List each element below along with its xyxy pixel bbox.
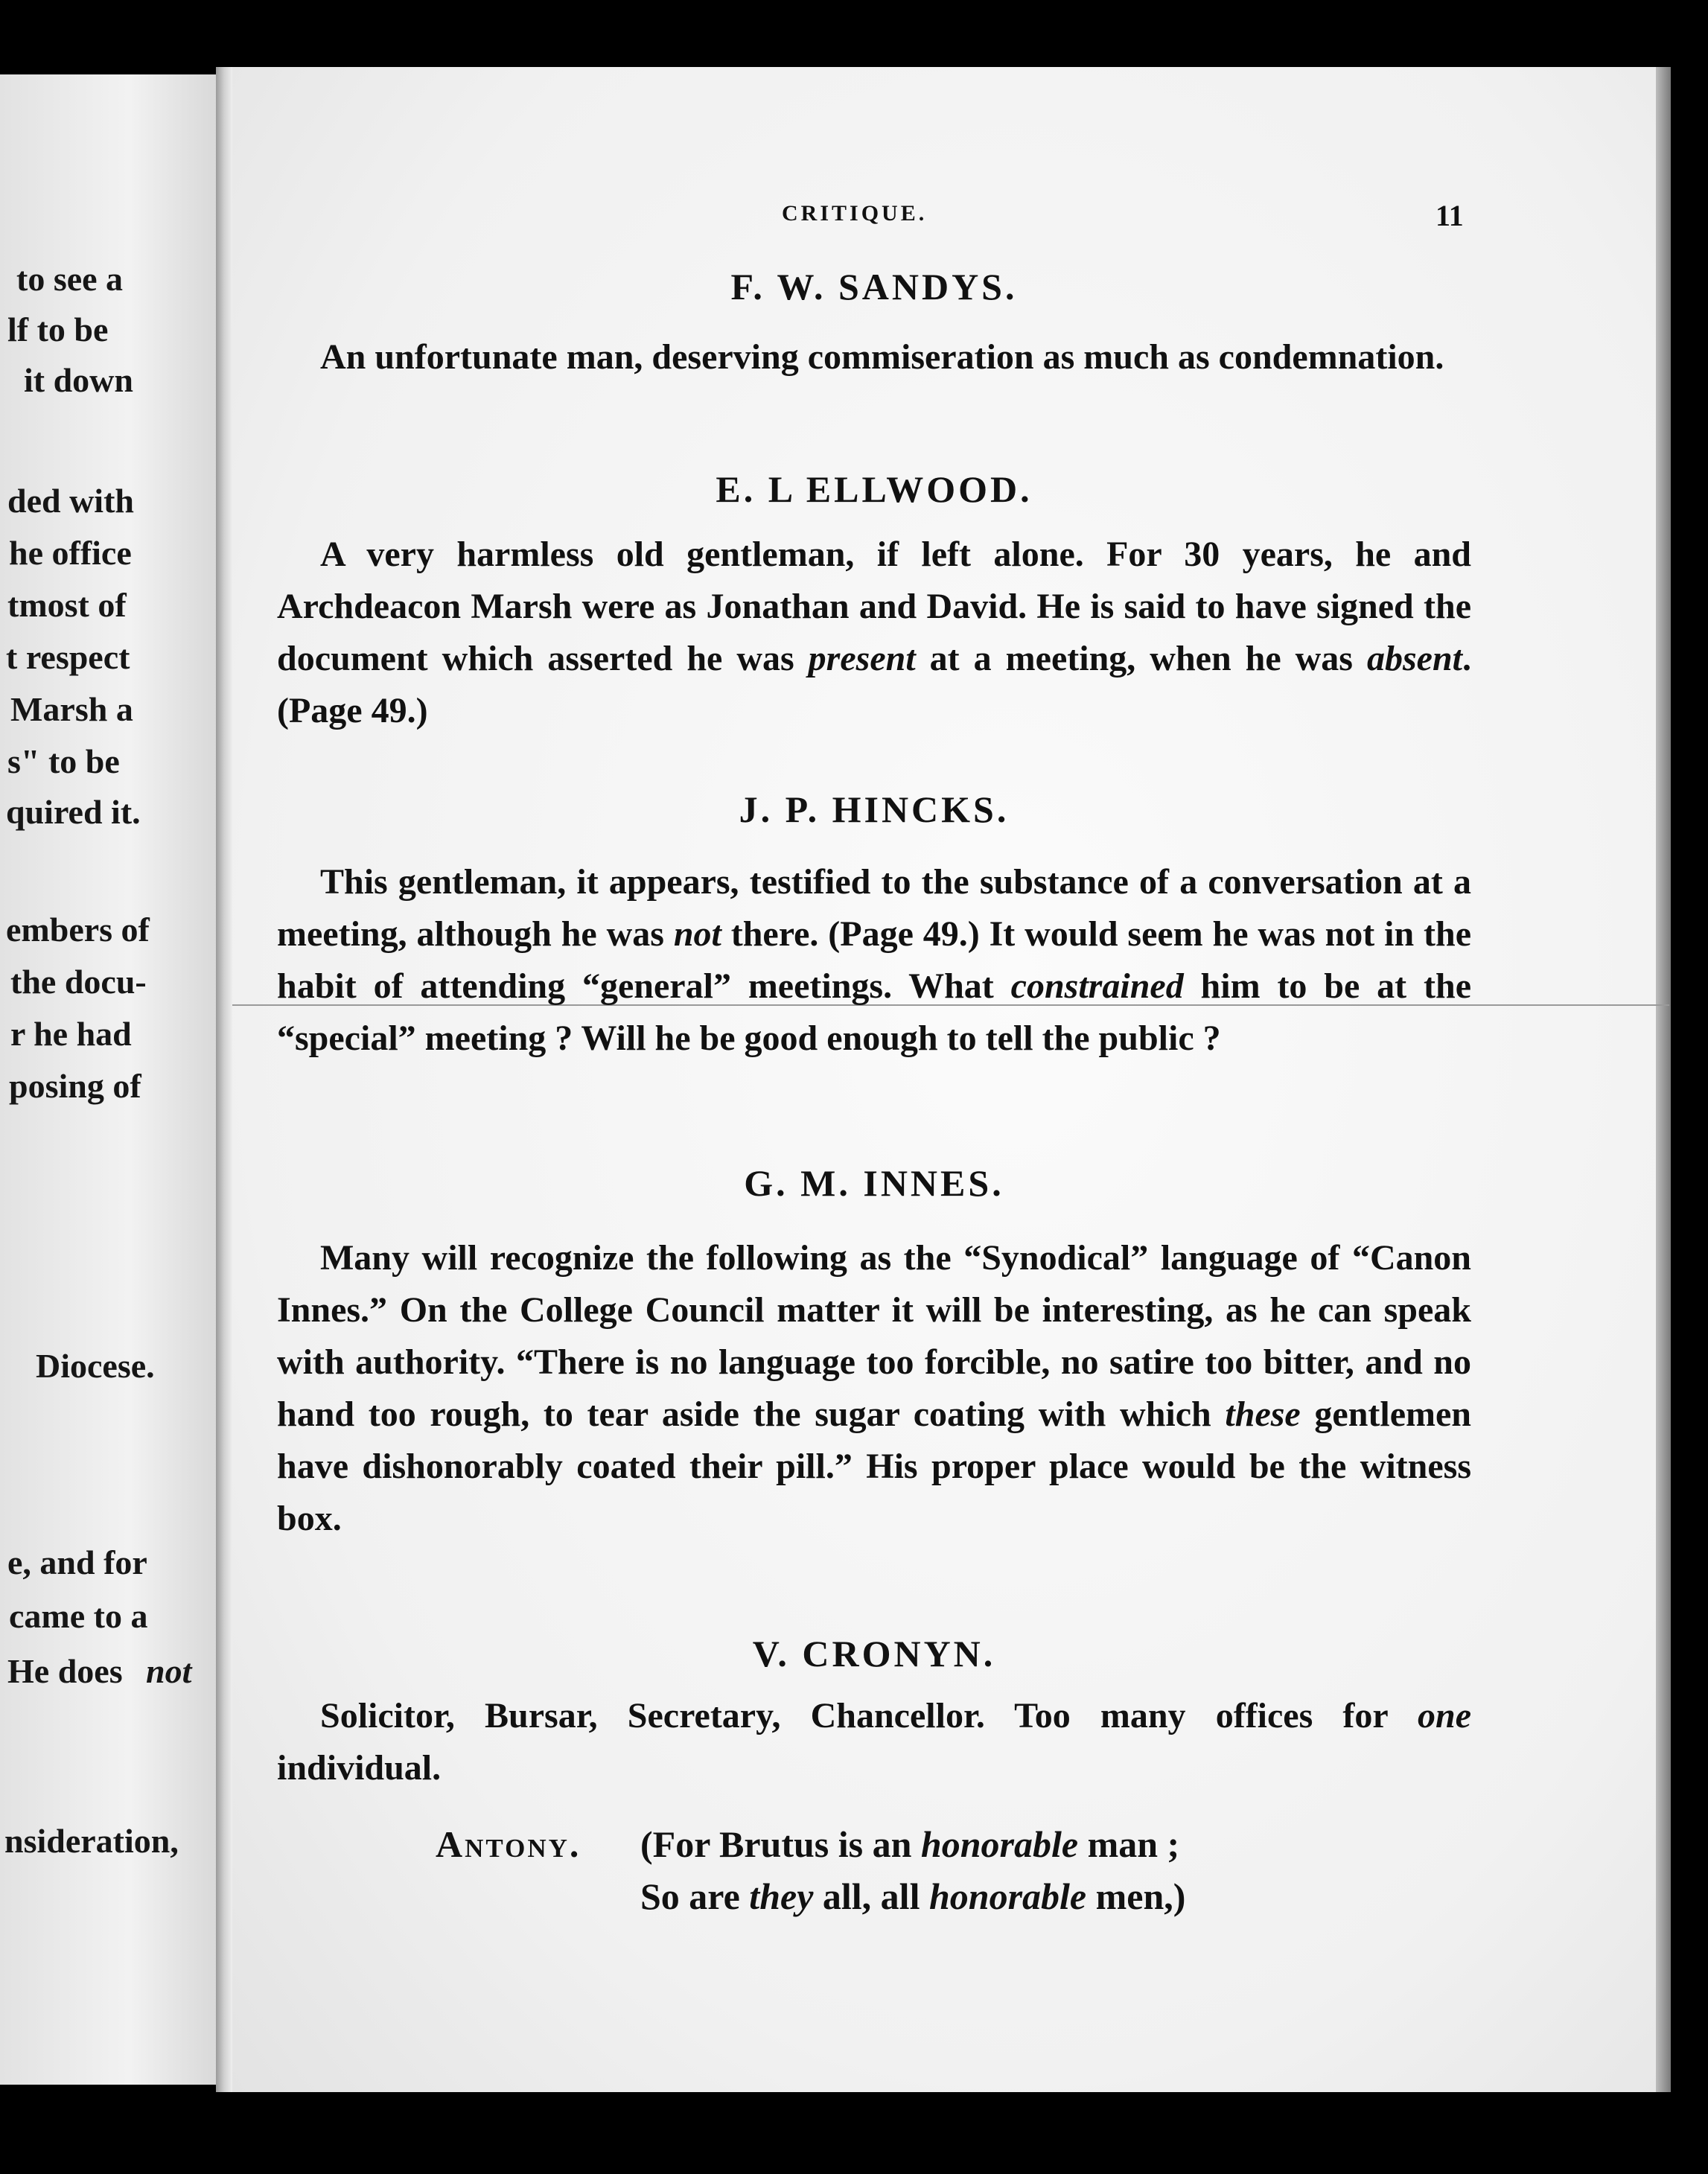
body-text: gentlemen have dishonorably coated their pill.” His proper place would be the witness box. xyxy=(277,1394,1472,1538)
section-heading-sandys: F. W. SANDYS. xyxy=(730,266,1018,307)
left-line-12: the docu- xyxy=(10,963,147,1001)
left-line-18-italic: not xyxy=(146,1652,192,1690)
left-line-15: Diocese. xyxy=(36,1347,155,1385)
left-line-1: to see a xyxy=(16,260,124,298)
left-line-8: Marsh a xyxy=(10,690,133,728)
left-line-14: posing of xyxy=(9,1067,141,1105)
body-text: An unfortunate man, deserving commiseration as much as condemnation. xyxy=(320,337,1444,377)
italic-text: not xyxy=(673,914,721,954)
body-text: individual. xyxy=(277,1748,442,1788)
left-line-9: s" to be xyxy=(7,742,120,780)
section-body-hincks xyxy=(277,856,1471,1065)
body-text: there. (Page 49.) It would seem he was not in the habit of attending “general” meetings. What xyxy=(277,914,1472,1006)
italic-text: constrained xyxy=(1010,966,1184,1006)
left-line-13: r he had xyxy=(10,1015,132,1053)
left-line-18: He does xyxy=(7,1652,123,1690)
section-heading-innes: G. M. INNES. xyxy=(744,1162,1004,1204)
italic-text: present xyxy=(808,639,916,678)
page-edge xyxy=(1656,67,1671,2092)
section-heading-ellwood: E. L ELLWOOD. xyxy=(716,468,1033,510)
italic-text: absent xyxy=(1367,639,1463,678)
left-line-17: came to a xyxy=(9,1597,148,1635)
left-line-3: it down xyxy=(24,361,133,399)
italic-text: one xyxy=(1418,1696,1471,1735)
italic-text: honorable xyxy=(928,1875,1087,1917)
body-text: A very harmless old gentleman, if left alone. For 30 years, he and Archdeacon Marsh were as Jonathan and David. He is said to have signed the document which asserted he was xyxy=(277,535,1471,678)
left-line-7: t respect xyxy=(6,638,130,676)
quote-line-1 xyxy=(640,1823,1179,1866)
italic-text: these xyxy=(1225,1394,1301,1434)
section-body-sandys xyxy=(277,331,1471,383)
quote-text: (For Brutus is an xyxy=(640,1823,921,1865)
left-line-19: nsideration, xyxy=(4,1822,179,1860)
body-text: Solicitor, Bursar, Secretary, Chancellor. Too many offices for xyxy=(320,1696,1418,1735)
quote-text: all, all xyxy=(813,1875,929,1917)
book-gutter xyxy=(216,67,232,2092)
body-text: . (Page 49.) xyxy=(277,639,1472,730)
left-line-2: lf to be xyxy=(7,310,109,348)
page-number: 11 xyxy=(1435,199,1464,232)
left-line-4: ded with xyxy=(7,482,134,520)
running-title: CRITIQUE. xyxy=(782,201,928,226)
quote-line-2 xyxy=(640,1875,1185,1918)
left-line-11: embers of xyxy=(6,911,150,949)
italic-text: honorable xyxy=(920,1823,1079,1865)
section-heading-cronyn: V. CRONYN. xyxy=(752,1633,996,1674)
speaker-name: Antony. xyxy=(436,1823,581,1865)
left-line-10: quired it. xyxy=(6,793,141,831)
left-line-6: tmost of xyxy=(7,586,127,624)
body-text: him to be at the “special” meeting ? Will he be good enough to tell the public ? xyxy=(277,966,1472,1058)
quote-text: men,) xyxy=(1086,1875,1186,1917)
body-text: Many will recognize the following as the “Synodical” language of “Canon Innes.” On the College Council matter it will be interesting, as he can speak with authority. “There is no language too forcible, no satire too bitter, and no hand too rough, to tear aside the sugar coating with which xyxy=(277,1238,1471,1434)
body-text: at a meeting, when he was xyxy=(915,639,1367,678)
section-body-cronyn xyxy=(277,1690,1471,1794)
quote-text: man ; xyxy=(1078,1823,1180,1865)
section-body-innes xyxy=(277,1232,1471,1545)
section-body-ellwood xyxy=(277,529,1471,737)
body-text: This gentleman, it appears, testified to the substance of a conversation at a meeting, although he was xyxy=(277,862,1471,954)
italic-text: they xyxy=(749,1875,814,1917)
quote-text: So are xyxy=(640,1875,750,1917)
left-line-16: e, and for xyxy=(7,1543,147,1581)
left-line-5: he office xyxy=(9,534,132,572)
quote-speaker xyxy=(436,1823,581,1866)
section-heading-hincks: J. P. HINCKS. xyxy=(739,788,1010,830)
